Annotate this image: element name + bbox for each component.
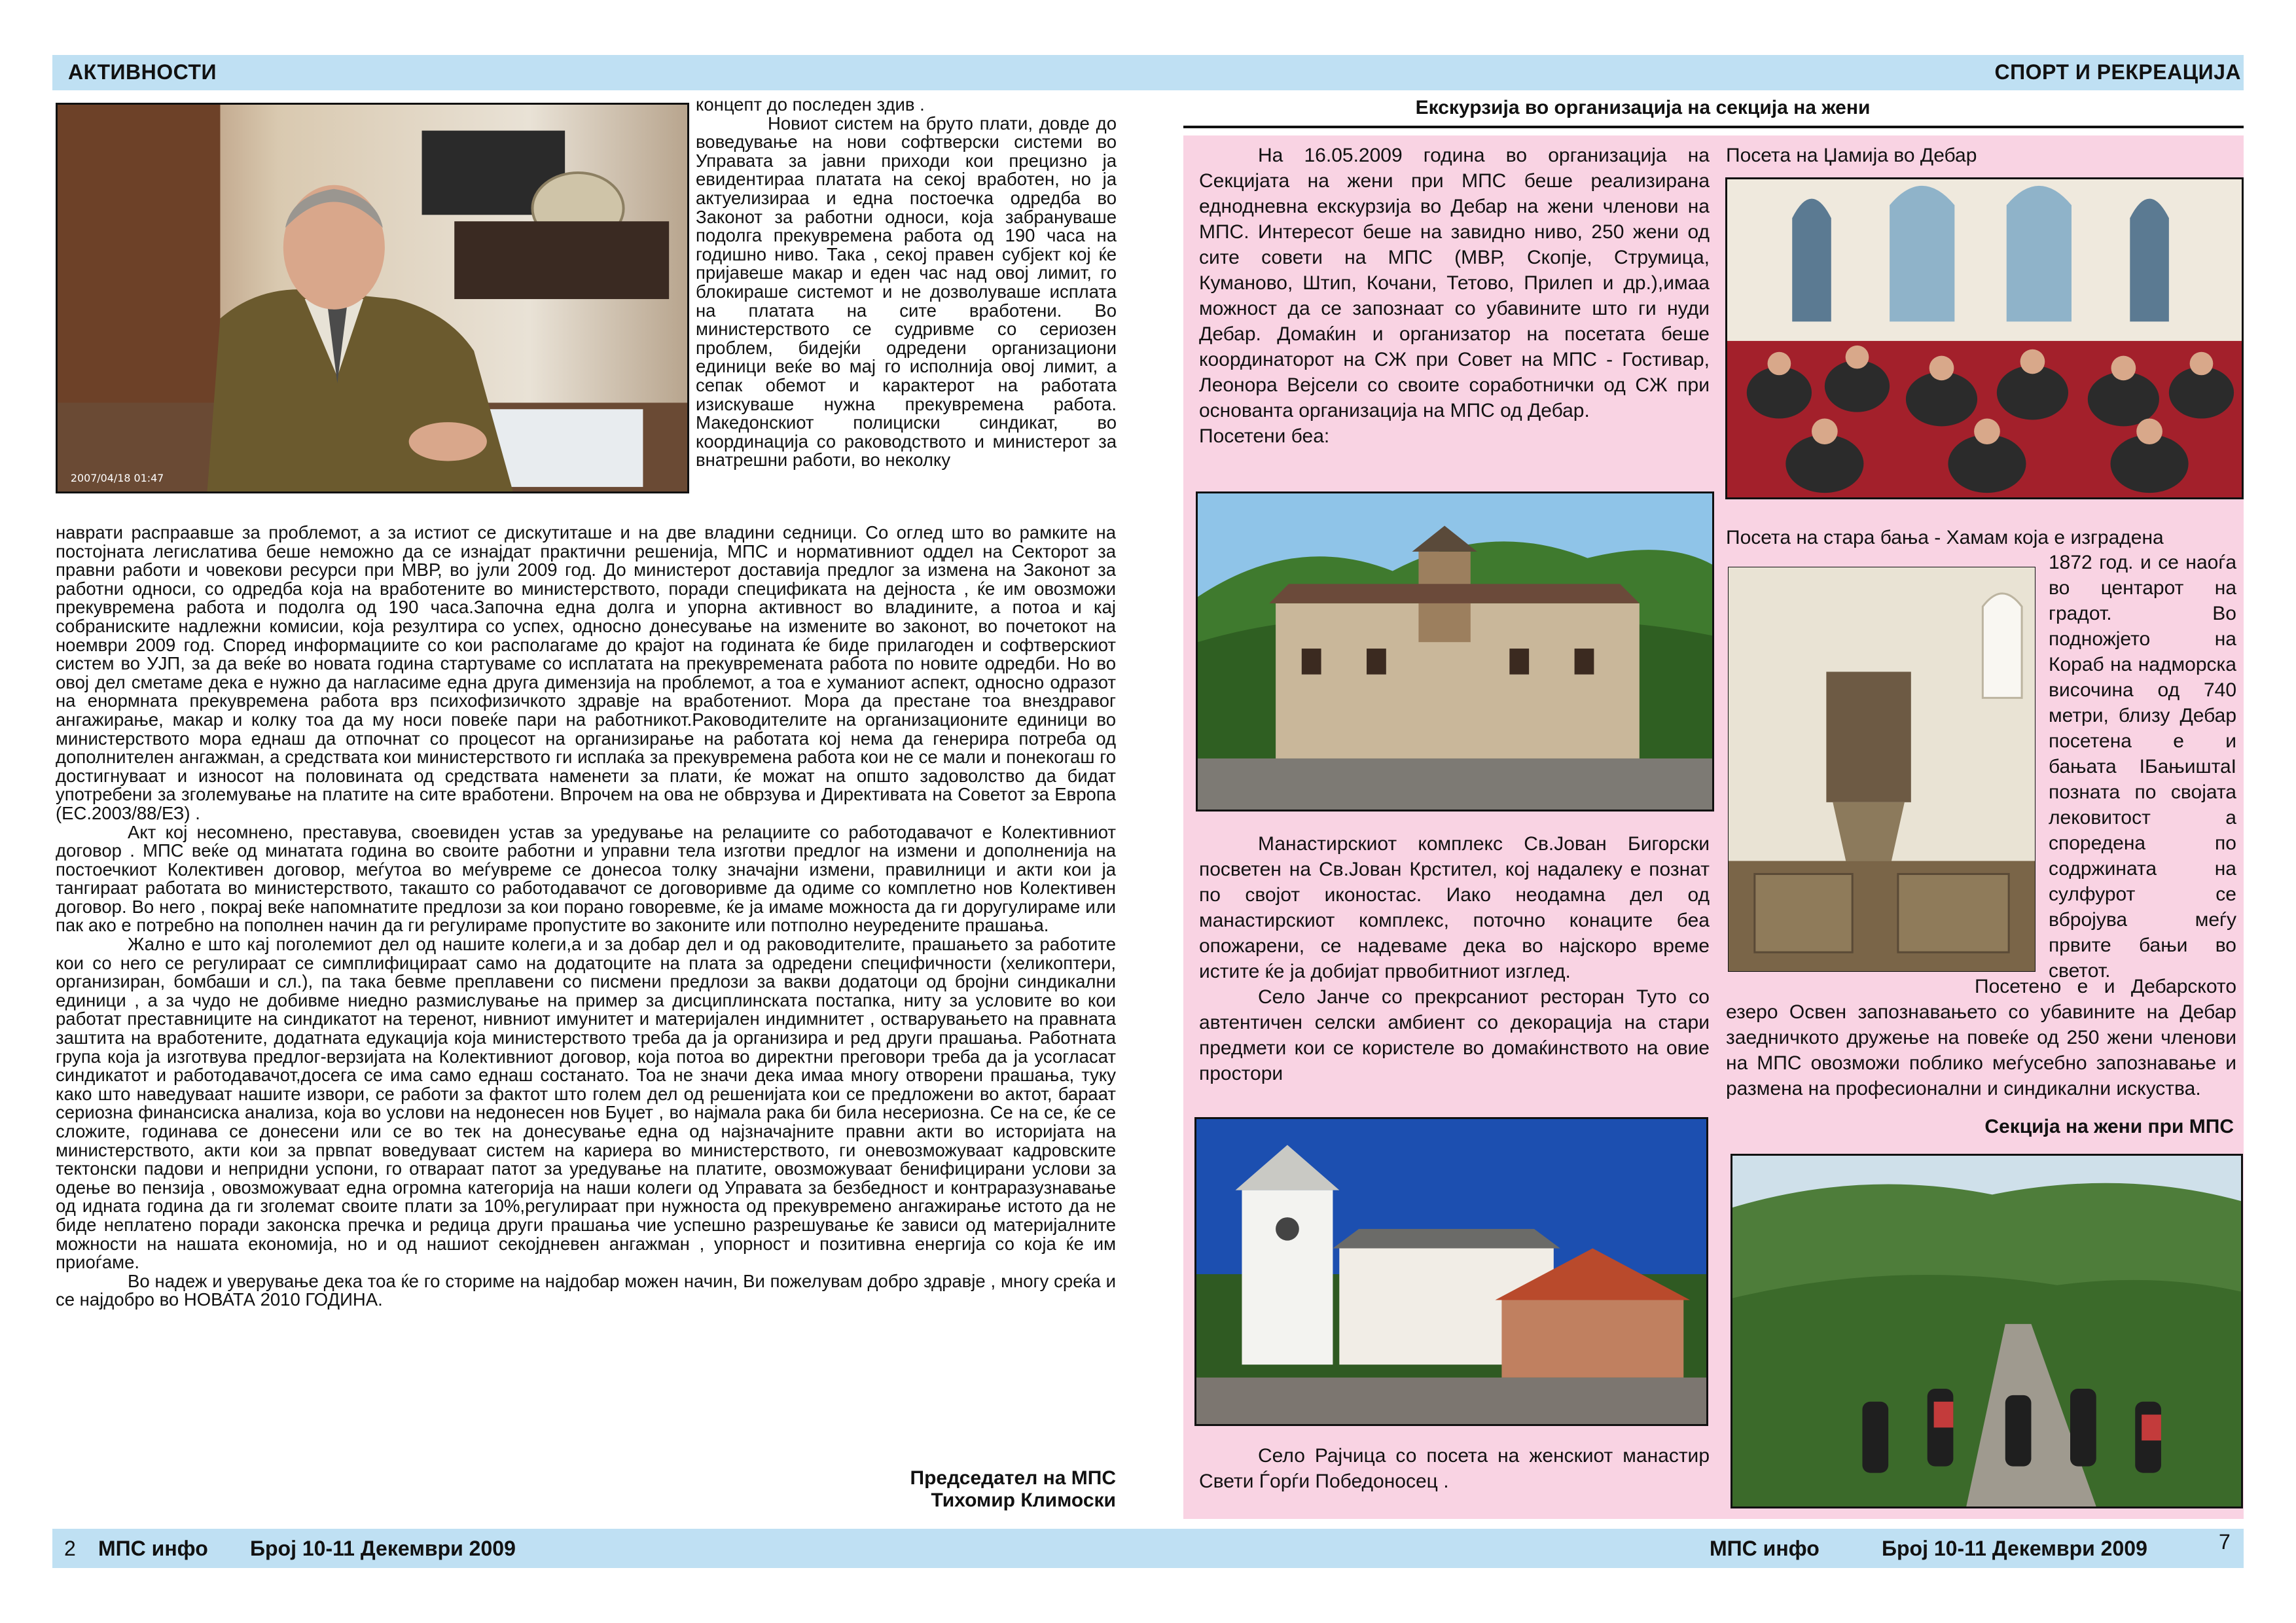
right-magazine-name: МПС инфо — [1710, 1537, 1820, 1560]
body-paragraph-2: Акт кој несомнено, преставува, своевиден устав за уредување на релациите со работодавачот е Колективниот договор . МПС веќе од минатата година во своите работни и управни тела изготви предлог на измени и дополненија на постоечкиот Колективен договор, меѓутоа во меѓувреме се донесоа толку значајни измени, правилници и акти кои ја тангираат работата во министерството, такашто со работодавачот се договоривме да одиме со комплетно нов Колективен договор. Во него , покрај веќе напомнатите предлози за кои порано говоревме, ќе ја имаме можноста да ги доругулираме или пак ако е потребно на пополнен начин да ги регулираме пропустите во законите или потполно неуредените прашања. — [56, 821, 1116, 936]
right-page-number: 7 — [2219, 1530, 2231, 1554]
left-magazine-name: МПС инфо — [98, 1537, 208, 1560]
left-section-title: АКТИВНОСТИ — [68, 60, 217, 84]
title-rule — [1183, 126, 2244, 128]
left-body — [56, 524, 1116, 1310]
right-issue-info: Број 10-11 Декември 2009 — [1882, 1537, 2147, 1560]
intro-paragraph: Новиот систем на бруто плати, довде до воведување на нови софтверски системи во Управата за јавни приходи кои прецизно ја евидентираа платата на секој вработен, но ја актуелизираа и една постоечка одредба во Законот за работни односи, која забрануваше подолга прекувремена работа од 190 часа на годишно ниво. Така , секој правен субјект кој ќе пријавеше макар и еден час над овој лимит, го блокираше системот и не дозволуваше исплата на платата на сите вработени. Во министерството се судривме со сериозен проблем, бидејќи одредени организациони единици веќе во мај го исполнија овој лимит, а сепак обемот и карактерот на работата изискуваше нужна прекувремена работа. Македонскиот полициски синдикат, во координација со раководството и министерот за внатрешни работи, во неколку — [696, 113, 1117, 471]
bath-side-text: 1872 год. и се наоѓа во центарот на градот. Во подножјето на Кораб на надморска височина од 740 метри, близу Дебар посетена е и бањата ІБањиштаІ позната по својата лековитост а споредена по содржината на сулфурот се вбројува меѓу првите бањи во светот. — [2049, 552, 2236, 982]
monastery-paragraph: Манастирскиот комплекс Св.Јован Бигорски посветен на Св.Јован Крстител, кој надалеку е познат по својот иконостас. Иако неодамна дел од манастирскиот комплекс, поточно конаците беа опожарени, се надеваме дека во најскоро време истите ќе ја добијат првобитниот изглед. — [1199, 833, 1710, 982]
hamam-photo — [1728, 567, 2036, 972]
left-issue-info: Број 10-11 Декември 2009 — [250, 1537, 516, 1560]
article-title: Екскурзија во организација на секција на жени — [1415, 97, 1871, 118]
bath-side-column — [2049, 550, 2236, 984]
header-band — [52, 55, 2244, 90]
right-section-title: СПОРТ И РЕКРЕАЦИЈА — [1994, 60, 2241, 84]
hiking-art — [1732, 1156, 2241, 1507]
lake-paragraph: Посетено е и Дебарското езеро Освен запознавањето со убавините на Дебар заедничкото дружење на повеќе од 250 жени членови на МПС овозможи поблико меѓусебно запознавање и размена на професионални и синдикални искуства. — [1726, 976, 2236, 1099]
president-photo — [56, 103, 689, 493]
village-paragraph: Село Јанче со прекрсаниот ресторан Туто со автентичен селски амбиент со декорација на стари предмети кои се користеле во домаќинството на овие простори — [1199, 986, 1710, 1084]
president-photo-art — [58, 105, 687, 491]
left-page-number: 2 — [64, 1537, 76, 1560]
visited-label: Посетени беа: — [1199, 425, 1330, 447]
bath-caption: Посета на стара бања - Хамам која е изградена — [1726, 527, 2164, 548]
mosque-art — [1727, 179, 2242, 497]
rajcica-monastery-art — [1196, 1119, 1706, 1424]
intro-paragraph-right: На 16.05.2009 година во организација на Секцијата на жени при МПС беше реализирана еднодневна екскурзија во Дебар на жени членови на МПС. Интересот беше на завидно ниво, 250 жени од сите совети на МПС (МВР, Скопје, Струмица, Куманово, Штип, Кочани, Тетово, Прилеп и др.),имаа можност да се запознаат со убавините што ги нуди Дебар. Домаќин и организатор на посетата беше координаторот на СЖ при Совет на МПС - Гостивар, Леонора Вејсели со своите соработнички од СЖ при основанта организација на МПС од Дебар. — [1199, 145, 1710, 421]
bigorski-monastery-art — [1198, 493, 1712, 810]
body-paragraph-3: Жално е што кај поголемиот дел од нашите колеги,а и за добар дел и од раководителите, прашањето за работите кои со него се регулираат се симплифицираат само на додатоците на плата за одредени специфичности (хеликоптери, организиран, бомбаши и сл.), па така бевме преплавени со писмени предлози за вакви додатоци од бројни синдикални единици , а за чудо не добивме ниедно размислување на пример за дисциплинската постапка, ниту за условите во кои работат преставниците на синдикатот на теренот, нивниот имунитет и материјален индимнитет , остварувањето на правната заштита на вработените, додатната едукација која министерството треба да ја организира и ред други прашања. Работната група која ја изготвува предлог-верзијата на Колективниот договор, која потоа во директни преговори треба да ја усогласат синдикатот и работодавачот,досега се има само еднаш состанато. Тоа не значи дека имаа многу отворени прашања, туку како што наведуваат нашите извори, се работи за фактот што голем дел од решенијата кои се предложени во актот, бараат сериозна финансиска анализа, која во услови на недонесен нов Буџет , во најмала рака би била несериозна. Се на се, ќе се сложите, годинава се донесени или се во тек на донесување една од најзначајните правни акти во историјата на министерството, акти кои за првпат воведуваат систем на кариера во министерството, ги оневозможуваат кадровските тектонски падови и непридни успони, го отвараат патот за уредување на платите, овозможуваат бенифицирани услови за одење во пензија , овозможуваат една огромна категорија на наши колеги од Управата за безбедност и контраразузнавање од идната година да ги зголемат своите плати за 10%,регулираат при нужноста од прекувремено ангажирање истото да не биде неплатено поради законска пречка и редица други прашања чие успешно разрешување ќе зависи од материјалните можности на нашата економија, но и од нашиот секојдневен ангажман , упорност и позитивна енергија со која ќе им приоѓаме. — [56, 934, 1116, 1273]
intro-column — [696, 96, 1117, 470]
mosque-photo — [1725, 177, 2244, 499]
body-paragraph-4: Во надеж и уверување дека тоа ќе го сториме на најдобар можен начин, Ви пожелувам добро здравје , многу среќа и се најдобро во НОВАТА 2010 ГОДИНА. — [56, 1270, 1116, 1310]
hiking-photo — [1731, 1154, 2243, 1508]
mosque-caption: Посета на Џамија во Дебар — [1726, 145, 1977, 166]
hamam-art — [1729, 567, 2035, 971]
rajcica-caption: Село Рајчица со посета на женскиот манастир Свети Ѓорѓи Победоносец . — [1199, 1445, 1710, 1492]
photo-date-stamp: 2007/04/18 01:47 — [70, 472, 164, 485]
body-paragraph-1: наврати распраавше за проблемот, а за истиот се дискутиташе и на две владини седници. Со оглед што во рамките на постојната легислатива беше неможно да се изнајдат практични решенија, МПС и нормативниот оддел на Секторот за правни работи и човекови ресурси при МВР, во јули 2009 год. До министерот доставија предлог за измена на Законот за работни односи, со одредба која на вработените во министерството, поради спецификата на дејноста , ќе им овозможи прекувремена работа и подолга од 190 часа.Започна една долга и упорна активност во владините, а потоа и кај собраниските надлежни комисии, која резултира со успех, односно донесување на измените во законот, во почетокот на ноември 2009 год. Според информациите со кои располагаме до крајот на годината ќе биде прилагоден и софтверскиот систем во УЈП, за да веќе во новата година стартуваме со исплатата на прекувремената работа по новите одредби. Но во овој дел сметаме дека е нужно да нагласиме една друга димензија на проблемот, а тоа е хуманиот аспект, односно одразот на енормната прекувремена работа врз психофизичкото здравје на вработениот. Мора да престане тоа внездравог ангажирање, макар и колку тоа да му носи повеќе пари на работникот.Раководителите на организационите единици во министерството мора еднаш да отпочнат со процесот на организирање на работата кој нема да генерира потреба од дополнителен ангажман, а средствата кои министерството ги исплаќа за прекувремена работа кои не се мали и понекогаш го достигнуваат и износот на половината од средствата наменети за плати, ќе можат на општо задоволство да бидат употребени за зголемување на платите на сите вработени. Впрочем на ова не обврзува и Директивата на Советот за Европа (ЕС.2003/88/ЕЗ) . — [56, 522, 1116, 823]
monastery-text — [1199, 831, 1710, 1086]
signature-title: Председател на МПС — [910, 1467, 1116, 1489]
section-signature: Секција на жени при МПС — [1984, 1116, 2234, 1137]
excursion-intro — [1199, 143, 1710, 449]
bigorski-monastery-photo — [1196, 491, 1714, 812]
lake-text — [1726, 974, 2236, 1101]
signature-name: Тихомир Климоски — [931, 1489, 1116, 1511]
rajcica-monastery-photo — [1194, 1117, 1708, 1426]
intro-line: концепт до последен здив . — [696, 94, 925, 115]
signature-block — [785, 1467, 1116, 1512]
